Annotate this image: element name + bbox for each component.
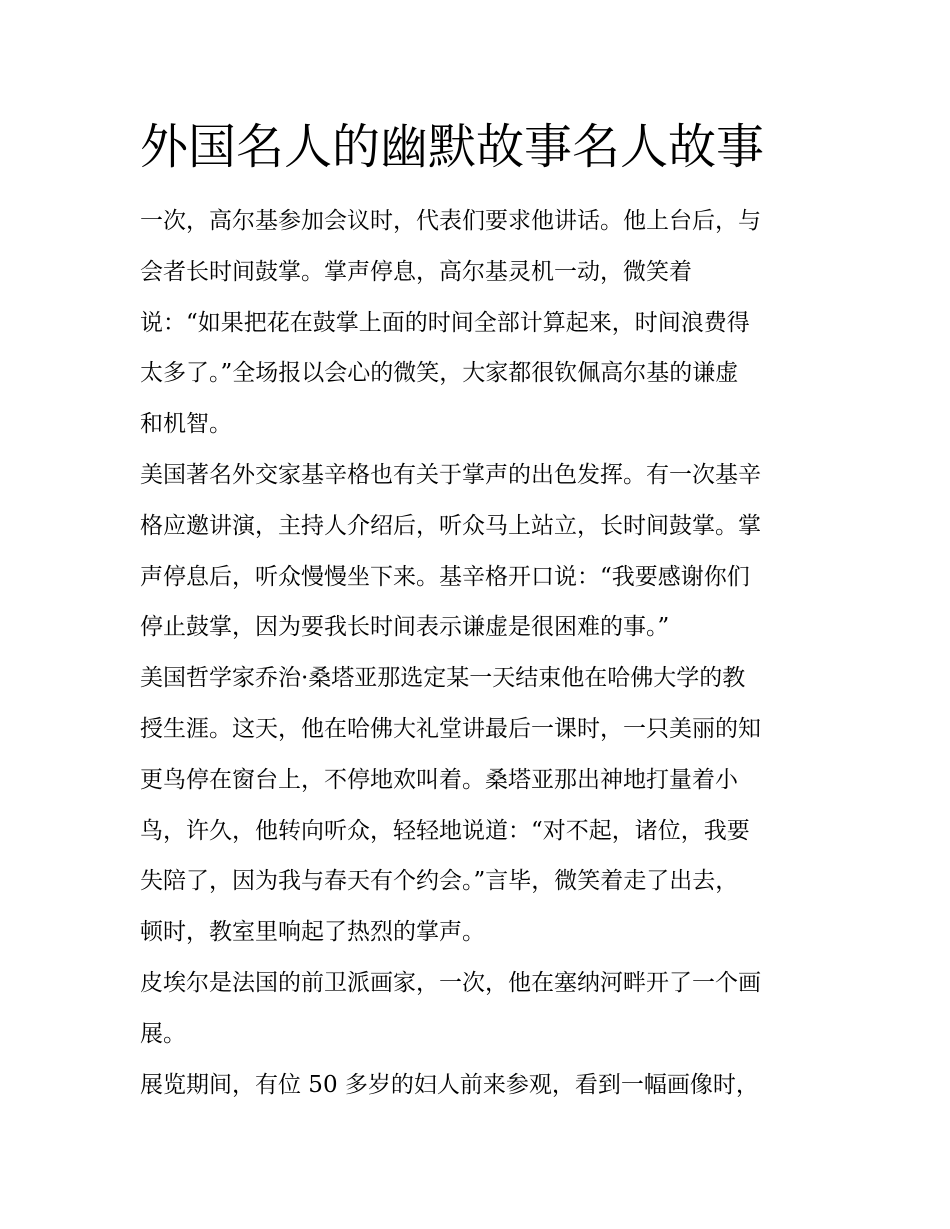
text-line: 顿时，教室里响起了热烈的掌声。 xyxy=(140,919,485,946)
text-line: 会者长时间鼓掌。掌声停息，高尔基灵机一动，微笑着 xyxy=(140,258,692,285)
text-line: 一次，高尔基参加会议时，代表们要求他讲话。他上台后，与 xyxy=(140,208,761,234)
text-line: 格应邀讲演，主持人介绍后，听众马上站立，长时间鼓掌。掌 xyxy=(140,512,761,539)
text-line: 美国著名外交家基辛格也有关于掌声的出色发挥。有一次基辛 xyxy=(140,461,761,488)
text-line: 美国哲学家乔治·桑塔亚那选定某一天结束他在哈佛大学的教 xyxy=(140,665,746,692)
document-body xyxy=(140,196,830,1110)
text-line: 皮埃尔是法国的前卫派画家，一次，他在塞纳河畔开了一个画 xyxy=(140,969,761,996)
text-line: 声停息后，听众慢慢坐下来。基辛格开口说：“我要感谢你们 xyxy=(140,563,750,590)
paragraph-gorky xyxy=(140,196,830,450)
paragraph-pierre xyxy=(140,958,830,1060)
text-line: 展。 xyxy=(140,1020,186,1047)
document-title: 外国名人的幽默故事名人故事 xyxy=(140,119,765,175)
paragraph-kissinger xyxy=(140,450,830,653)
text-line: 太多了。”全场报以会心的微笑，大家都很钦佩高尔基的谦虚 xyxy=(140,360,739,387)
paragraph-exhibition xyxy=(140,1060,830,1111)
text-line: 更鸟停在窗台上，不停地欢叫着。桑塔亚那出神地打量着小 xyxy=(140,766,738,793)
text-line: 展览期间，有位 50 多岁的妇人前来参观，看到一幅画像时， xyxy=(140,1071,759,1098)
text-line: 失陪了，因为我与春天有个约会。”言毕，微笑着走了出去， xyxy=(140,868,739,895)
text-line: 授生涯。这天，他在哈佛大礼堂讲最后一课时，一只美丽的知 xyxy=(140,715,761,742)
text-line: 鸟，许久，他转向听众，轻轻地说道：“对不起，诸位，我要 xyxy=(140,817,750,844)
text-line: 和机智。 xyxy=(140,411,232,438)
text-line: 说：“如果把花在鼓掌上面的时间全部计算起来，时间浪费得 xyxy=(140,309,750,336)
paragraph-santayana xyxy=(140,653,830,958)
text-line: 停止鼓掌，因为要我长时间表示谦虚是很困难的事。” xyxy=(140,614,670,641)
